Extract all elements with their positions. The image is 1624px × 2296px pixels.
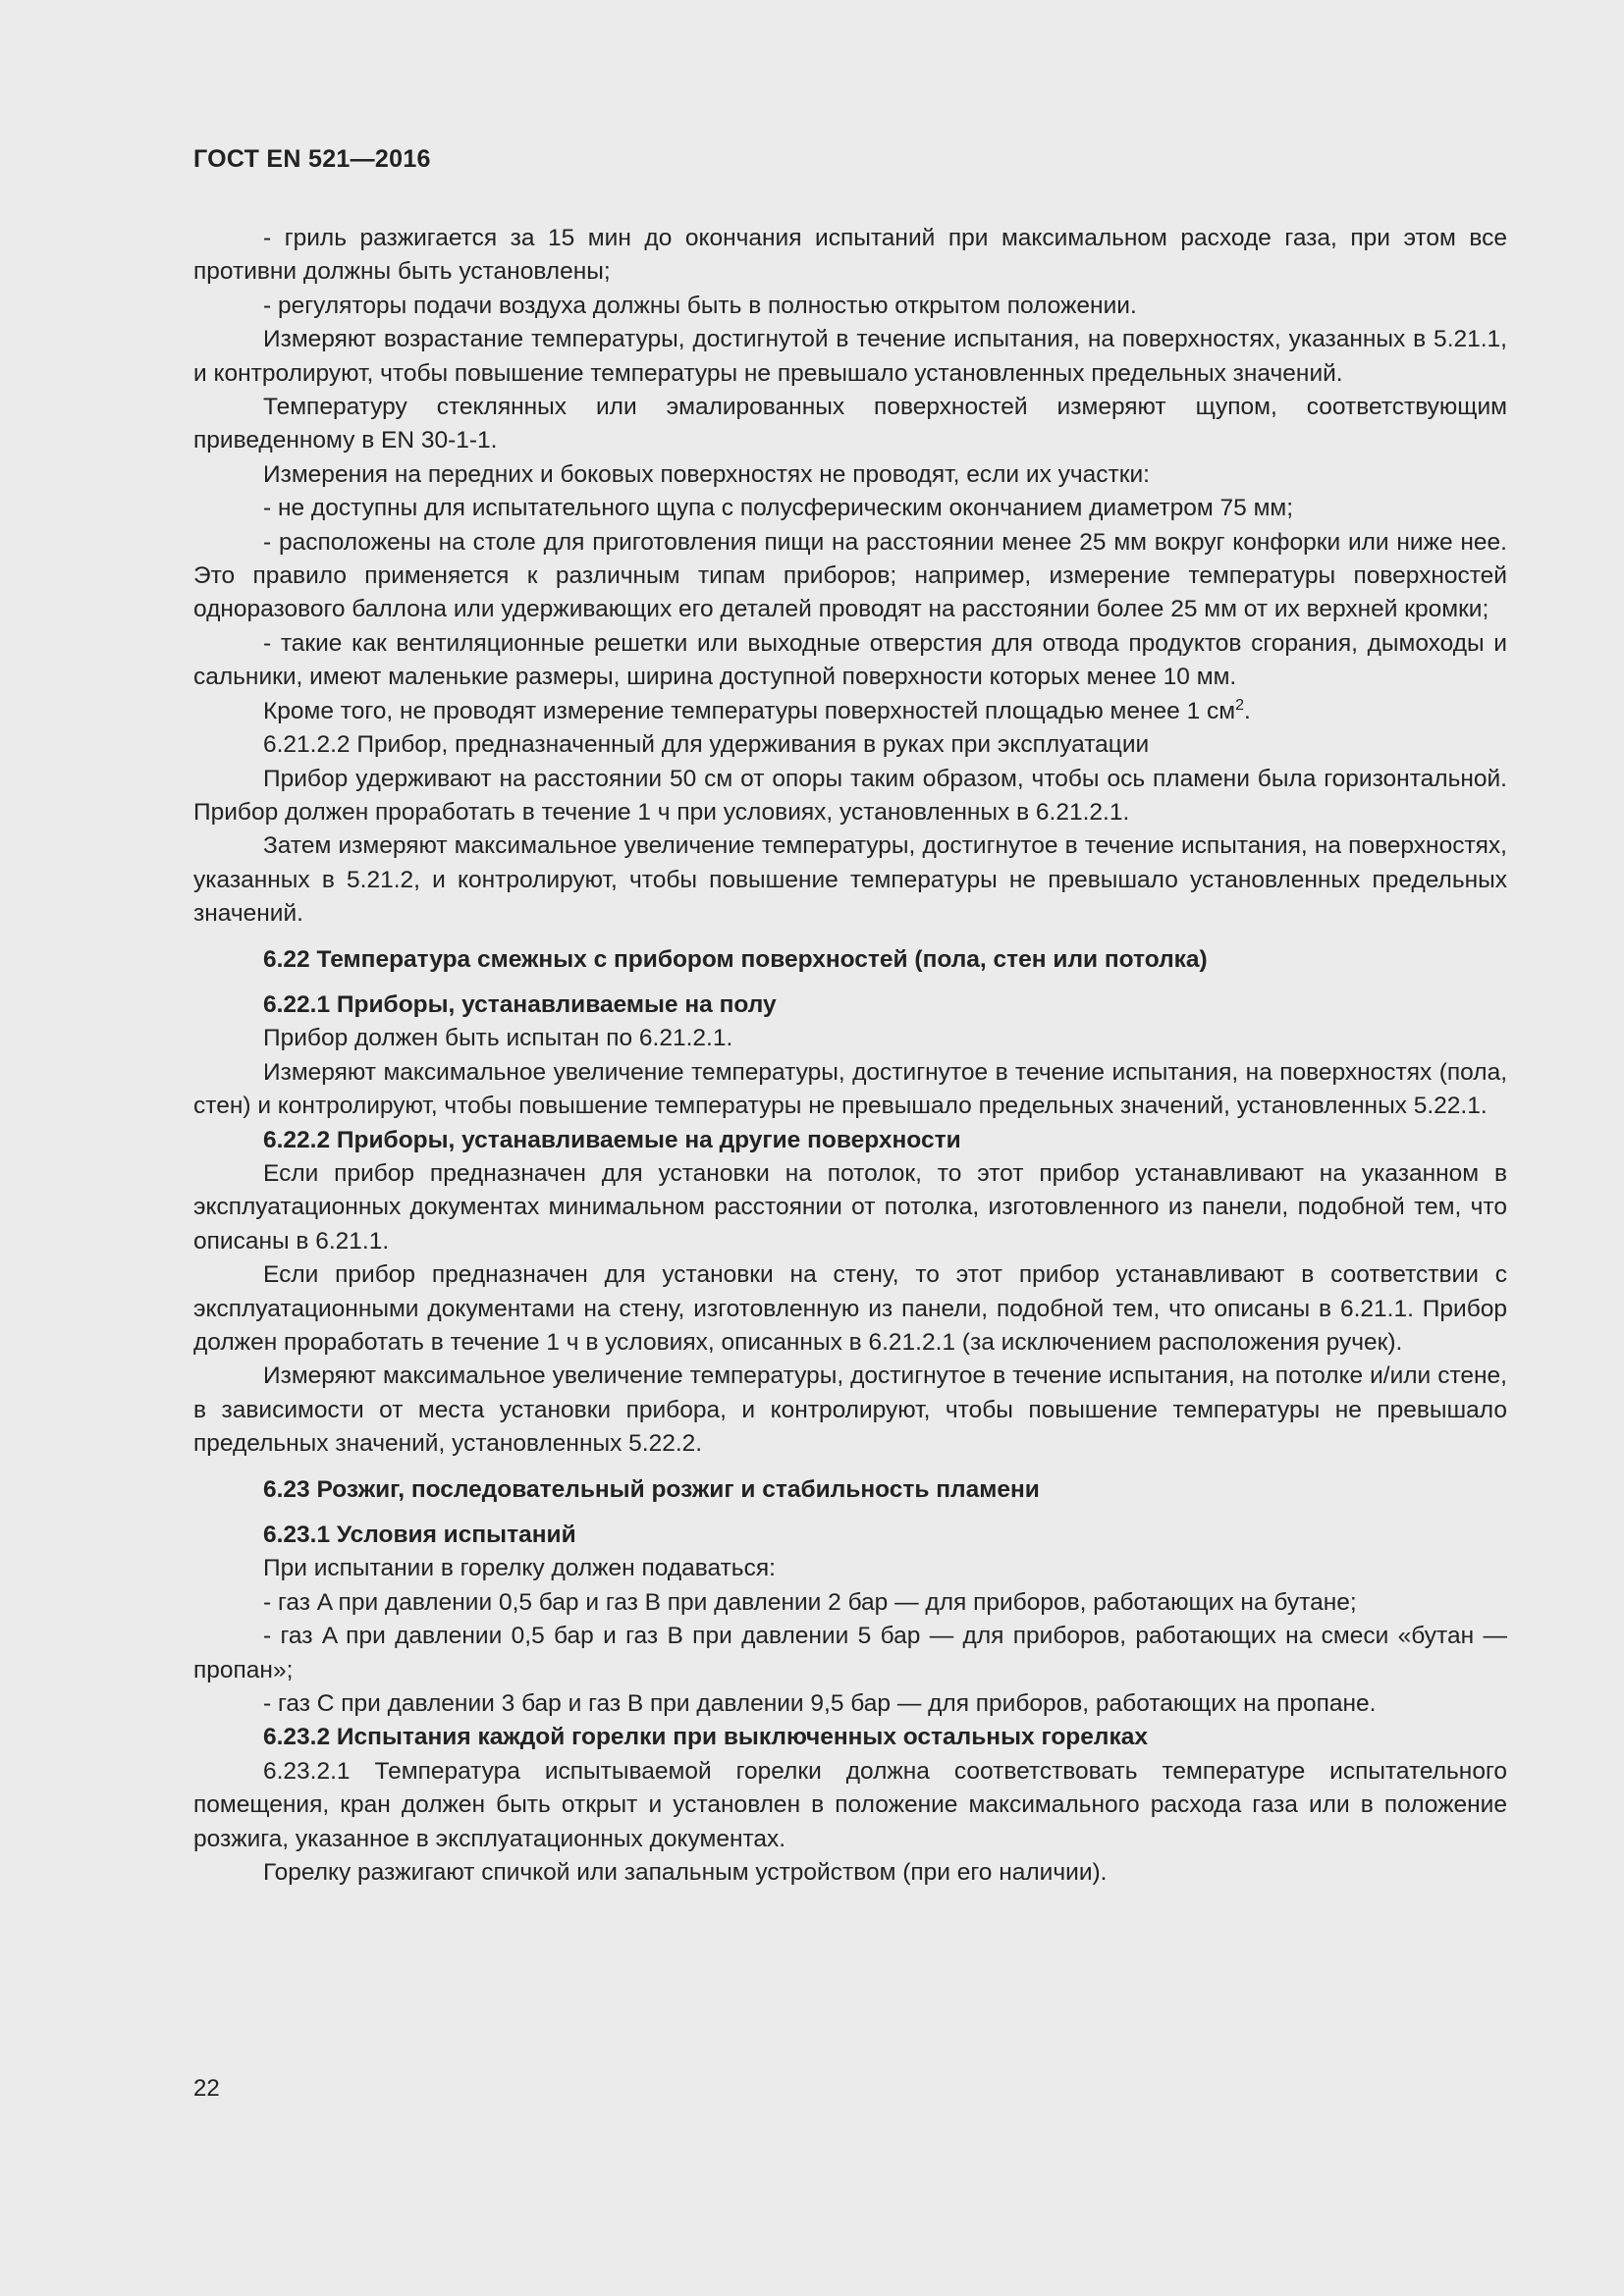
paragraph: Горелку разжигают спичкой или запальным устройством (при его наличии). bbox=[263, 1859, 1108, 1887]
area-note-end: . bbox=[1244, 697, 1251, 724]
clause-heading-6-21-2-2: 6.21.2.2 Прибор, предназначенный для удерживания в руках при эксплуатации bbox=[263, 731, 1150, 759]
list-item: - газ A при давлении 0,5 бар и газ B при давлении 2 бар — для приборов, работающих на бутане; bbox=[263, 1588, 1357, 1616]
subsection-heading-6-22-2: 6.22.2 Приборы, устанавливаемые на другие поверхности bbox=[263, 1126, 961, 1153]
area-note-superscript: 2 bbox=[1235, 696, 1245, 714]
section-heading-6-22: 6.22 Температура смежных с прибором поверхностей (пола, стен или потолка) bbox=[263, 945, 1208, 973]
paragraph: 6.23.2.1 Температура испытываемой горелки должна соответствовать температуре испытательного помещения, кран должен быть открыт и установлен в положение максимального расхода газа или в положение розжига, указанное в эксплуатационных документах. bbox=[193, 1757, 1507, 1852]
area-note-paragraph bbox=[193, 695, 1507, 728]
paragraph: Прибор должен быть испытан по 6.21.2.1. bbox=[263, 1025, 733, 1052]
list-item: - газ A при давлении 0,5 бар и газ B при давлении 5 бар — для приборов, работающих на смеси «бутан — пропан»; bbox=[193, 1623, 1507, 1683]
paragraph: Если прибор предназначен для установки на стену, то этот прибор устанавливают в соответствии с эксплуатационными документами на стену, изготовленную из панели, подобной тем, что описаны в 6.21.1. Прибор должен проработать в течение 1 ч в условиях, описанных в 6.21.2.1 (за исключением расположения ручек). bbox=[193, 1261, 1507, 1356]
paragraph: Измеряют максимальное увеличение температуры, достигнутое в течение испытания, на потолке и/или стене, в зависимости от места установки прибора, и контролируют, чтобы повышение температуры не превышало предельных значений, установленных 5.22.2. bbox=[193, 1362, 1507, 1458]
subsection-heading-6-22-1: 6.22.1 Приборы, устанавливаемые на полу bbox=[263, 990, 777, 1018]
paragraph: - расположены на столе для приготовления пищи на расстоянии менее 25 мм вокруг конфорки или ниже нее. Это правило применяется к различным типам приборов; например, измерение температуры поверхностей одноразового баллона или удерживающих его деталей проводят на расстоянии более 25 мм от их верхней кромки; bbox=[193, 528, 1507, 623]
paragraph: - гриль разжигается за 15 мин до окончания испытаний при максимальном расходе газа, при этом все противни должны быть установлены; bbox=[193, 225, 1507, 286]
subsection-heading-6-23-2: 6.23.2 Испытания каждой горелки при выключенных остальных горелках bbox=[263, 1724, 1148, 1751]
paragraph: Прибор удерживают на расстоянии 50 см от опоры таким образом, чтобы ось пламени была горизонтальной. Прибор должен проработать в течение 1 ч при условиях, установленных в 6.21.2.1. bbox=[193, 765, 1507, 826]
paragraph: Измеряют максимальное увеличение температуры, достигнутое в течение испытания, на поверхностях (пола, стен) и контролируют, чтобы повышение температуры не превышало предельных значений, установленных 5.22.1. bbox=[193, 1058, 1507, 1120]
paragraph: Измерения на передних и боковых поверхностях не проводят, если их участки: bbox=[263, 460, 1150, 488]
paragraph: Если прибор предназначен для установки на потолок, то этот прибор устанавливают на указанном в эксплуатационных документах минимальном расстоянии от потолка, изготовленного из панели, подобной тем, что описаны в 6.21.1. bbox=[193, 1159, 1507, 1255]
paragraph: - не доступны для испытательного щупа с полусферическим окончанием диаметром 75 мм; bbox=[263, 495, 1294, 522]
paragraph: - такие как вентиляционные решетки или выходные отверстия для отвода продуктов сгорания, дымоходы и сальники, имеют маленькие размеры, ширина доступной поверхности которых менее 10 мм. bbox=[193, 629, 1507, 691]
paragraph: - регуляторы подачи воздуха должны быть в полностью открытом положении. bbox=[263, 292, 1137, 319]
area-note-text: Кроме того, не проводят измерение температуры поверхностей площадью менее 1 см bbox=[263, 697, 1236, 724]
paragraph: Затем измеряют максимальное увеличение температуры, достигнутое в течение испытания, на поверхностях, указанных в 5.21.2, и контролируют, чтобы повышение температуры не превышало установленных предельных значений. bbox=[193, 832, 1507, 928]
document-header: ГОСТ EN 521—2016 bbox=[193, 145, 431, 173]
section-heading-6-23: 6.23 Розжиг, последовательный розжиг и стабильность пламени bbox=[263, 1475, 1040, 1503]
document-body bbox=[193, 222, 1507, 1891]
paragraph: Измеряют возрастание температуры, достигнутой в течение испытания, на поверхностях, указанных в 5.21.1, и контролируют, чтобы повышение температуры не превышало установленных предельных значений. bbox=[193, 326, 1507, 387]
paragraph: Температуру стеклянных или эмалированных поверхностей измеряют щупом, соответствующим приведенному в EN 30-1-1. bbox=[193, 394, 1507, 454]
subsection-heading-6-23-1: 6.23.1 Условия испытаний bbox=[263, 1522, 576, 1549]
list-item: - газ C при давлении 3 бар и газ B при давлении 9,5 бар — для приборов, работающих на пропане. bbox=[263, 1690, 1377, 1718]
page-number: 22 bbox=[193, 2075, 220, 2102]
paragraph: При испытании в горелку должен подаваться: bbox=[263, 1555, 776, 1582]
